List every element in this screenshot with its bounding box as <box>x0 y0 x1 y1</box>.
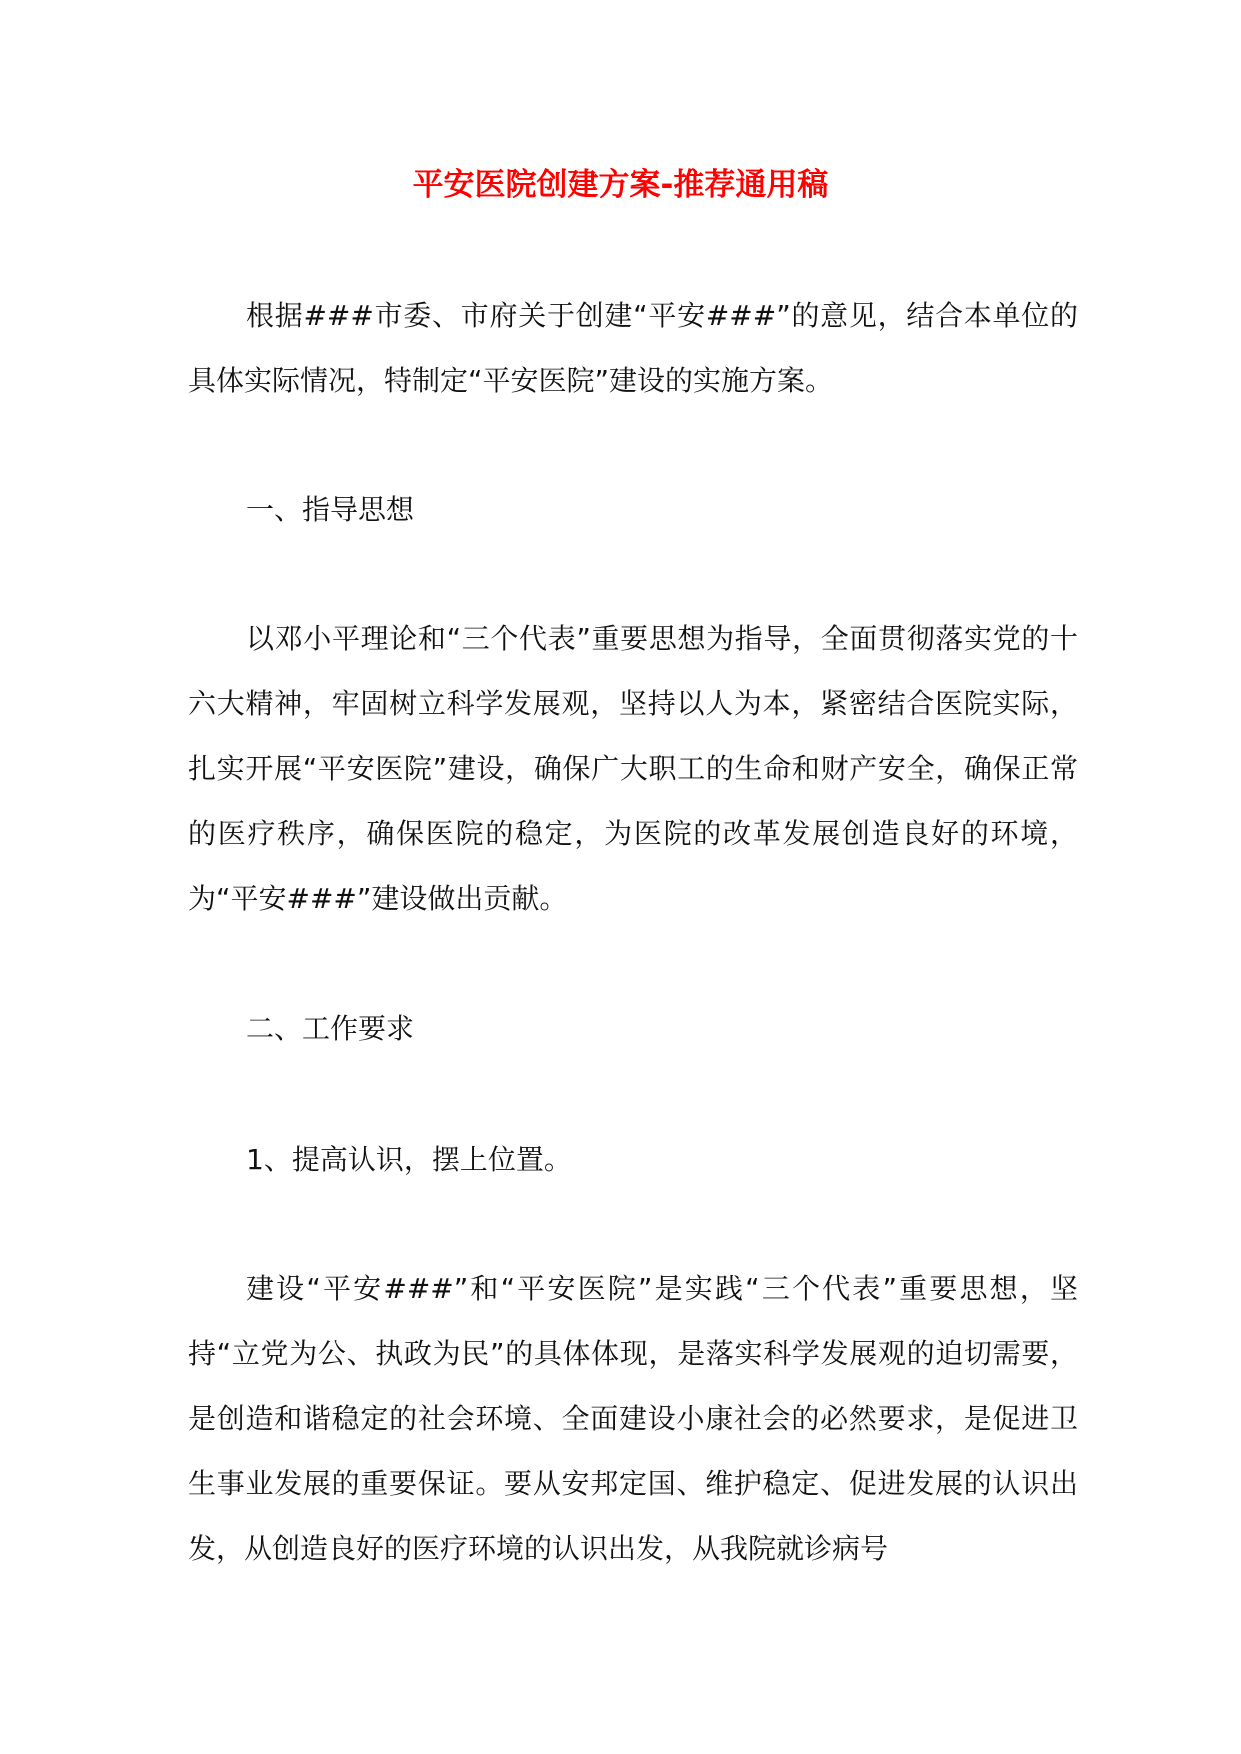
paragraph-intro: 根据###市委、市府关于创建“平安###”的意见，结合本单位的具体实际情况，特制定“平安医院”建设的实施方案。 <box>188 299 1078 397</box>
document-title: 平安医院创建方案-推荐通用稿 <box>412 167 829 203</box>
subsection-heading-raise-awareness: 1、提高认识，摆上位置。 <box>246 1143 572 1176</box>
section-heading-work-requirements: 二、工作要求 <box>246 1012 415 1045</box>
paragraph-raise-awareness: 建设“平安###”和“平安医院”是实践“三个代表”重要思想，坚持“立党为公、执政为民”的具体体现，是落实科学发展观的迫切需要，是创造和谐稳定的社会环境、全面建设小康社会的必然要求，是促进卫生事业发展的重要保证。要从安邦定国、维护稳定、促进发展的认识出发，从创造良好的医疗环境的认识出发，从我院就诊病号 <box>188 1272 1078 1565</box>
section-heading-guiding-ideology: 一、指导思想 <box>246 493 415 526</box>
paragraph-guiding-ideology: 以邓小平理论和“三个代表”重要思想为指导，全面贯彻落实党的十六大精神，牢固树立科学发展观，坚持以人为本，紧密结合医院实际，扎实开展“平安医院”建设，确保广大职工的生命和财产安全，确保正常的医疗秩序，确保医院的稳定，为医院的改革发展创造良好的环境，为“平安###”建设做出贡献。 <box>188 622 1078 915</box>
